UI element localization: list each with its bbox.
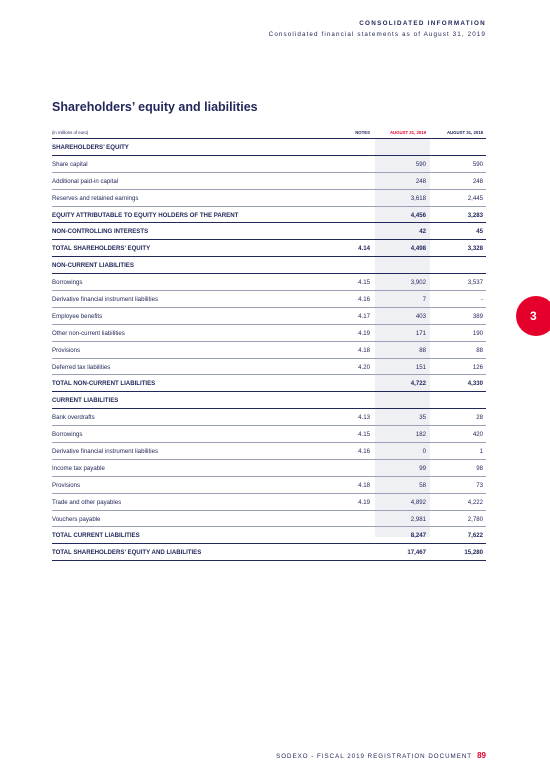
row-notes: 4.17 — [358, 312, 370, 320]
row-value-2019: 403 — [415, 312, 426, 320]
section-title: Shareholders’ equity and liabilities — [52, 100, 258, 114]
row-value-2018: 73 — [476, 481, 483, 489]
row-label: Borrowings — [52, 431, 83, 439]
row-value-2018: 15,280 — [464, 549, 483, 557]
row-value-2018: 126 — [472, 363, 483, 371]
table-row — [52, 460, 486, 477]
row-label: Derivative financial instrument liabilities — [52, 448, 159, 456]
balance-sheet-table — [52, 126, 486, 561]
table-row — [52, 291, 486, 308]
row-value-2018: 590 — [472, 160, 483, 168]
row-label: Derivative financial instrument liabilities — [52, 296, 159, 304]
table-row — [52, 190, 486, 207]
table-total-row — [52, 544, 486, 561]
row-label: Trade and other payables — [52, 498, 122, 506]
row-label: Income tax payable — [52, 464, 105, 472]
row-value-2019: 3,618 — [410, 194, 426, 202]
row-label: Other non-current liabilities — [52, 329, 125, 337]
current-year-column-header: AUGUST 31, 2019 — [389, 130, 426, 135]
table-row — [52, 494, 486, 511]
row-label: Vouchers payable — [52, 515, 101, 523]
row-value-2019: 171 — [415, 329, 426, 337]
row-notes: 4.18 — [358, 481, 370, 489]
row-notes: 4.16 — [358, 448, 370, 456]
table-section-heading — [52, 257, 486, 274]
row-label: Provisions — [52, 346, 81, 354]
table-section-heading — [52, 139, 486, 156]
row-notes: 4.13 — [358, 414, 370, 422]
table-row — [52, 359, 486, 376]
row-notes: 4.18 — [358, 346, 370, 354]
page-footer — [276, 751, 486, 760]
row-value-2019: 248 — [415, 177, 426, 185]
table-row — [52, 511, 486, 528]
row-label: Reserves and retained earnings — [52, 194, 139, 202]
table-total-row — [52, 223, 486, 240]
table-row — [52, 477, 486, 494]
row-value-2019: 182 — [415, 431, 426, 439]
row-value-2019: 2,981 — [410, 515, 426, 523]
row-value-2018: 98 — [476, 464, 483, 472]
row-label: TOTAL NON-CURRENT LIABILITIES — [52, 380, 156, 388]
table-row — [52, 308, 486, 325]
row-value-2019: 35 — [419, 414, 426, 422]
table-section-heading — [52, 392, 486, 409]
row-value-2019: 4,456 — [410, 211, 426, 219]
row-notes: 4.14 — [358, 245, 370, 253]
row-value-2018: 420 — [472, 431, 483, 439]
row-value-2018: 3,537 — [467, 279, 483, 287]
row-value-2019: 58 — [419, 481, 426, 489]
table-row — [52, 443, 486, 460]
row-label: Share capital — [52, 160, 88, 168]
row-notes: 4.15 — [358, 431, 370, 439]
table-header-row — [52, 126, 486, 139]
table-row — [52, 173, 486, 190]
table-total-row — [52, 527, 486, 544]
chapter-number: 3 — [530, 309, 537, 323]
table-total-row — [52, 375, 486, 392]
row-notes: 4.19 — [358, 329, 370, 337]
row-label: Bank overdrafts — [52, 414, 95, 422]
row-value-2019: 4,892 — [410, 498, 426, 506]
row-value-2018: 4,330 — [467, 380, 483, 388]
table-row — [52, 274, 486, 291]
row-label: Borrowings — [52, 279, 83, 287]
row-label: Provisions — [52, 481, 81, 489]
prior-year-column-header: AUGUST 31, 2018 — [446, 130, 483, 135]
row-label: TOTAL SHAREHOLDERS’ EQUITY — [52, 245, 151, 253]
row-value-2018: 45 — [476, 228, 483, 236]
row-value-2019: 88 — [419, 346, 426, 354]
table-total-row — [52, 207, 486, 224]
row-value-2018: 2,445 — [467, 194, 483, 202]
table-total-row — [52, 240, 486, 257]
table-row — [52, 156, 486, 173]
row-value-2018: 28 — [476, 414, 483, 422]
row-value-2019: 4,498 — [410, 245, 426, 253]
row-label: Additional paid-in capital — [52, 177, 119, 185]
row-value-2018: 3,328 — [467, 245, 483, 253]
table-row — [52, 342, 486, 359]
row-label: Deferred tax liabilities — [52, 363, 111, 371]
row-value-2018: 3,283 — [467, 211, 483, 219]
row-label: NON-CURRENT LIABILITIES — [52, 262, 134, 270]
row-value-2018: - — [480, 296, 483, 304]
unit-label: (in millions of euro) — [52, 130, 89, 135]
table-row — [52, 409, 486, 426]
row-label: CURRENT LIABILITIES — [52, 397, 119, 405]
row-value-2018: 190 — [472, 329, 483, 337]
row-value-2018: 88 — [476, 346, 483, 354]
row-value-2018: 7,622 — [467, 532, 483, 540]
table-body — [52, 139, 486, 561]
row-value-2018: 4,222 — [467, 498, 483, 506]
row-value-2019: 590 — [415, 160, 426, 168]
row-value-2018: 1 — [479, 448, 483, 456]
table-row — [52, 426, 486, 443]
row-notes: 4.16 — [358, 296, 370, 304]
row-value-2019: 4,722 — [410, 380, 426, 388]
row-value-2019: 151 — [415, 363, 426, 371]
page-number: 89 — [477, 751, 486, 760]
row-value-2019: 42 — [419, 228, 426, 236]
row-label: TOTAL CURRENT LIABILITIES — [52, 532, 140, 540]
row-value-2019: 17,467 — [407, 549, 426, 557]
row-label: NON-CONTROLLING INTERESTS — [52, 228, 149, 236]
row-value-2018: 389 — [472, 312, 483, 320]
notes-column-header: NOTES — [355, 130, 370, 135]
running-header-subtitle: Consolidated financial statements as of August 31, 2019 — [268, 31, 486, 38]
running-header-title: CONSOLIDATED INFORMATION — [359, 20, 486, 27]
row-value-2019: 7 — [422, 296, 426, 304]
row-value-2019: 8,247 — [410, 532, 426, 540]
footer-text: SODEXO - FISCAL 2019 REGISTRATION DOCUMENT — [276, 753, 473, 760]
row-value-2018: 2,780 — [467, 515, 483, 523]
row-value-2019: 3,902 — [410, 279, 426, 287]
table-row — [52, 325, 486, 342]
row-label: TOTAL SHAREHOLDERS’ EQUITY AND LIABILITIES — [52, 549, 202, 557]
row-value-2018: 248 — [472, 177, 483, 185]
row-value-2019: 99 — [419, 464, 426, 472]
row-notes: 4.20 — [358, 363, 370, 371]
row-value-2019: 0 — [422, 448, 426, 456]
row-notes: 4.15 — [358, 279, 370, 287]
row-notes: 4.19 — [358, 498, 370, 506]
row-label: SHAREHOLDERS’ EQUITY — [52, 144, 129, 151]
row-label: Employee benefits — [52, 312, 103, 320]
row-label: EQUITY ATTRIBUTABLE TO EQUITY HOLDERS OF THE PARENT — [52, 211, 239, 219]
